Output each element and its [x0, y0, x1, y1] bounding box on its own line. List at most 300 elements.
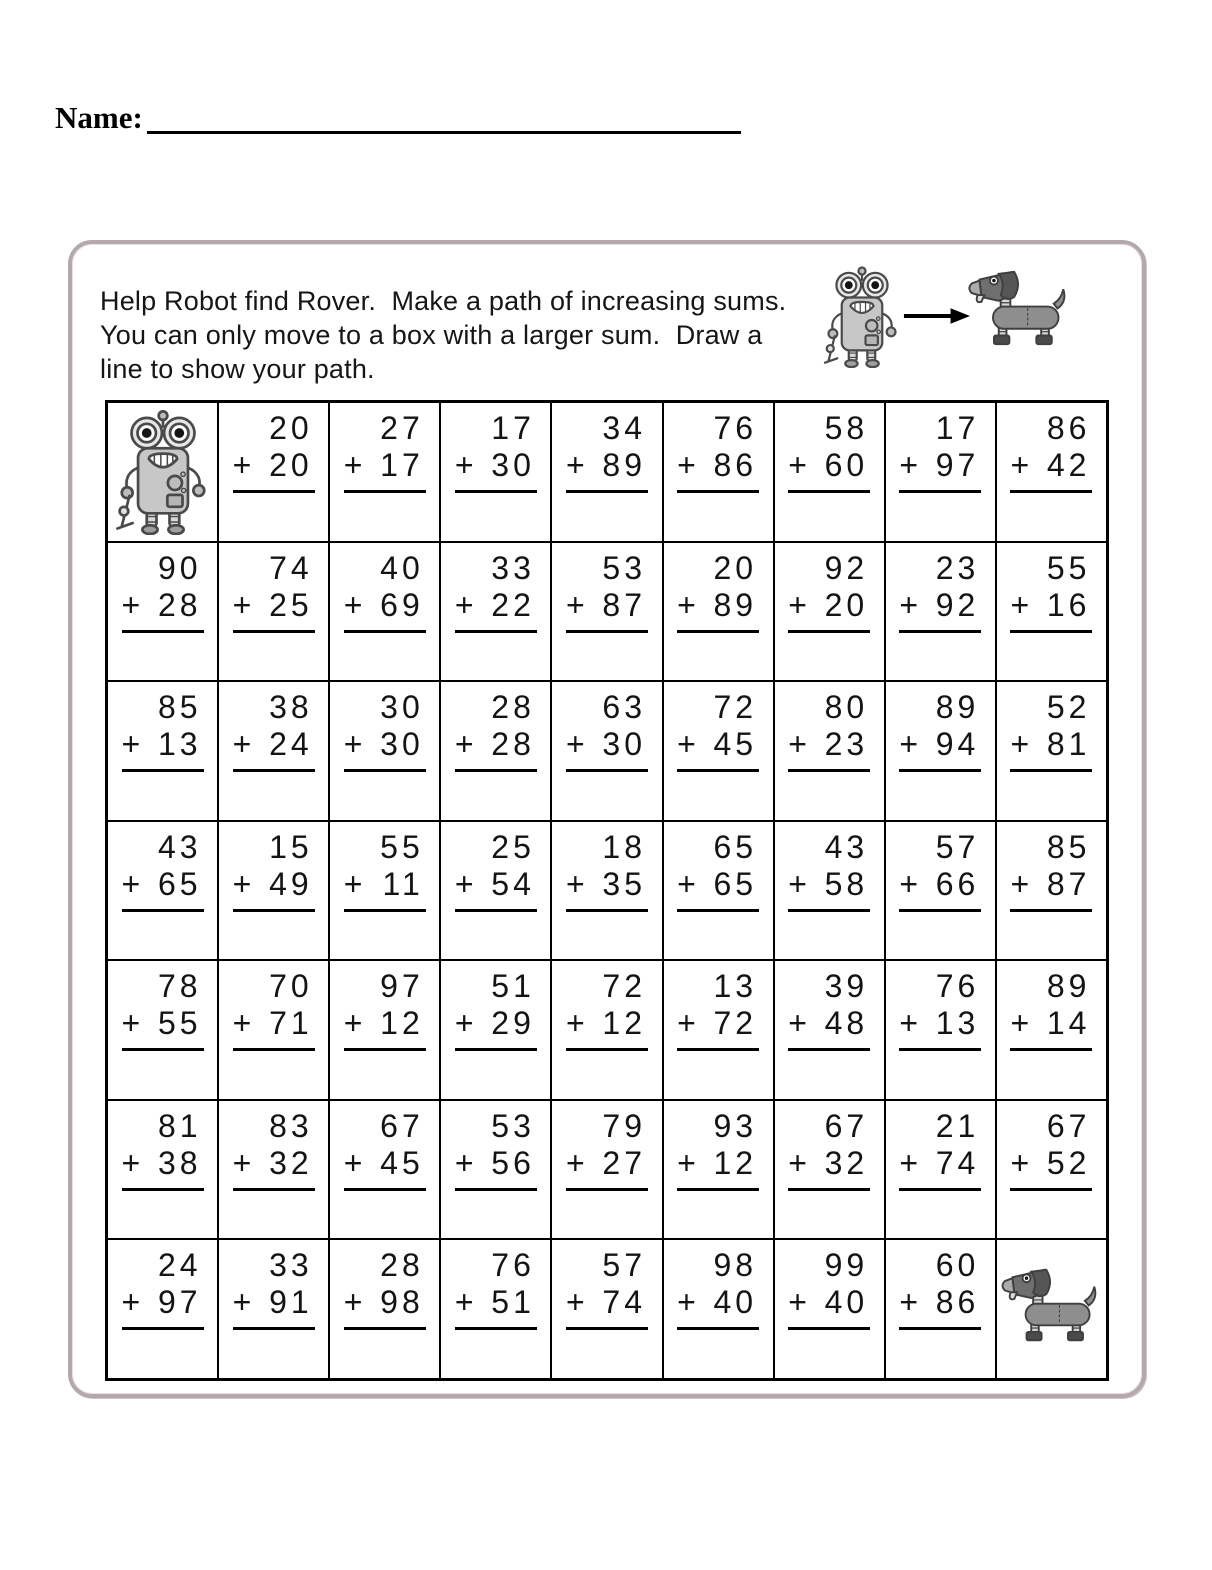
- plus-sign: +: [232, 447, 256, 483]
- addend-bottom: 87: [602, 586, 646, 623]
- addend-top: 81: [157, 1107, 202, 1144]
- addend-bottom: 54: [491, 865, 535, 902]
- grid-cell-r3-c2[interactable]: [218, 681, 329, 821]
- addend-bottom: 29: [491, 1005, 535, 1042]
- grid-cell-r3-c4[interactable]: [440, 681, 551, 821]
- addition-problem: [1010, 550, 1092, 633]
- addend-top: 20: [713, 549, 758, 586]
- addition-bar: [455, 1005, 537, 1051]
- addition-bar: [344, 1145, 426, 1191]
- addend-top: 18: [602, 828, 646, 865]
- plus-sign: +: [232, 1144, 256, 1181]
- addition-problem: [344, 550, 426, 633]
- addition-bar: [233, 447, 315, 493]
- grid-cell-r7-c1[interactable]: [107, 1239, 218, 1379]
- addition-problem: [122, 968, 204, 1051]
- addition-problem: [899, 1247, 981, 1330]
- grid-cell-r2-c5[interactable]: [551, 542, 662, 682]
- plus-sign: +: [454, 447, 478, 483]
- grid-cell-r5-c9[interactable]: [996, 960, 1107, 1100]
- plus-sign: +: [121, 726, 145, 763]
- grid-cell-r6-c4[interactable]: [440, 1100, 551, 1240]
- addend-bottom: 11: [382, 865, 424, 902]
- plus-sign: +: [454, 726, 478, 763]
- plus-sign: +: [121, 586, 145, 623]
- addend-top: 24: [157, 1247, 202, 1284]
- instructions-text: [100, 284, 787, 386]
- grid-cell-r6-c5[interactable]: [551, 1100, 662, 1240]
- addend-top: 67: [824, 1107, 869, 1144]
- addition-problem: [788, 829, 870, 912]
- addition-problem: [899, 689, 981, 772]
- addend-bottom: 12: [380, 1005, 424, 1042]
- addition-bar: [677, 726, 759, 772]
- addend-top: 28: [491, 689, 535, 726]
- addition-bar: [677, 447, 759, 493]
- plus-sign: +: [121, 1144, 145, 1181]
- addend-bottom: 45: [713, 726, 758, 763]
- addend-top: 98: [713, 1247, 758, 1284]
- plus-sign: +: [788, 1005, 811, 1042]
- addend-top: 27: [380, 410, 424, 446]
- addition-bar: [1010, 587, 1092, 633]
- plus-sign: +: [232, 1284, 256, 1321]
- addition-bar: [455, 1284, 537, 1330]
- grid-cell-r7-c5[interactable]: [551, 1239, 662, 1379]
- addition-bar: [788, 1005, 870, 1051]
- grid-cell-r1-c4[interactable]: [440, 402, 551, 542]
- grid-cell-r1-c2[interactable]: [218, 402, 329, 542]
- addition-problem: [344, 829, 426, 912]
- addend-bottom: 48: [824, 1005, 869, 1042]
- addition-problem: [233, 410, 315, 493]
- plus-sign: +: [899, 1005, 922, 1042]
- addition-problem: [677, 689, 759, 772]
- grid-cell-r4-c7[interactable]: [774, 821, 885, 961]
- plus-sign: +: [343, 586, 367, 623]
- addend-bottom: 13: [935, 1005, 980, 1042]
- grid-cell-r1-c9[interactable]: [996, 402, 1107, 542]
- addition-bar: [788, 1145, 870, 1191]
- addend-top: 25: [491, 828, 535, 865]
- plus-sign: +: [1010, 1144, 1034, 1181]
- grid-cell-r1-c8[interactable]: [885, 402, 996, 542]
- addition-bar: [233, 587, 315, 633]
- addend-bottom: 17: [380, 447, 424, 483]
- grid-cell-r2-c3[interactable]: [329, 542, 440, 682]
- addition-bar: [344, 1284, 426, 1330]
- addition-problem: [233, 550, 315, 633]
- addition-problem: [455, 829, 537, 912]
- addition-bar: [344, 866, 426, 912]
- addend-bottom: 40: [713, 1284, 758, 1321]
- rover-goal-icon: [999, 1266, 1103, 1346]
- addition-problem: [233, 689, 315, 772]
- grid-cell-r4-c3[interactable]: [329, 821, 440, 961]
- plus-sign: +: [121, 865, 145, 902]
- addend-bottom: 72: [713, 1005, 758, 1042]
- plus-sign: +: [565, 726, 589, 763]
- plus-sign: +: [454, 1144, 478, 1181]
- addend-top: 52: [1046, 689, 1091, 726]
- plus-sign: +: [1010, 586, 1034, 623]
- addition-problem: [1010, 689, 1092, 772]
- grid-cell-r1-c7[interactable]: [774, 402, 885, 542]
- grid-cell-r1-c1[interactable]: [107, 402, 218, 542]
- addend-bottom: 97: [157, 1284, 202, 1321]
- addition-bar: [566, 866, 648, 912]
- addend-top: 65: [713, 828, 758, 865]
- plus-sign: +: [565, 447, 589, 483]
- plus-sign: +: [1010, 1005, 1034, 1042]
- plus-sign: +: [1010, 865, 1034, 902]
- addition-bar: [1010, 1005, 1092, 1051]
- addend-top: 76: [713, 410, 758, 446]
- addend-top: 33: [491, 549, 535, 586]
- addition-problem: [122, 550, 204, 633]
- grid-cell-r3-c5[interactable]: [551, 681, 662, 821]
- grid-cell-r6-c2[interactable]: [218, 1100, 329, 1240]
- addition-problem: [1010, 410, 1092, 493]
- grid-cell-r3-c3[interactable]: [329, 681, 440, 821]
- addition-problem: [677, 1108, 759, 1191]
- addition-bar: [455, 1145, 537, 1191]
- addition-problem: [566, 829, 648, 912]
- addition-bar: [344, 1005, 426, 1051]
- grid-cell-r2-c4[interactable]: [440, 542, 551, 682]
- addend-top: 13: [713, 968, 758, 1005]
- addend-top: 21: [935, 1107, 980, 1144]
- addition-problem: [566, 1247, 648, 1330]
- addition-problem: [122, 1247, 204, 1330]
- addition-problem: [788, 550, 870, 633]
- addend-bottom: 12: [713, 1144, 758, 1181]
- addend-bottom: 97: [935, 447, 980, 483]
- grid-cell-r6-c6[interactable]: [663, 1100, 774, 1240]
- grid-cell-r7-c9[interactable]: [996, 1239, 1107, 1379]
- grid-cell-r5-c5[interactable]: [551, 960, 662, 1100]
- addend-top: 72: [713, 689, 758, 726]
- addition-bar: [566, 447, 648, 493]
- addition-bar: [899, 447, 981, 493]
- grid-cell-r2-c6[interactable]: [663, 542, 774, 682]
- grid-cell-r6-c3[interactable]: [329, 1100, 440, 1240]
- addend-bottom: 91: [269, 1284, 313, 1321]
- addend-bottom: 30: [380, 726, 424, 763]
- addition-problem: [788, 410, 870, 493]
- name-blank-line[interactable]: [147, 131, 741, 134]
- plus-sign: +: [232, 586, 256, 623]
- addend-bottom: 51: [491, 1284, 535, 1321]
- addend-top: 70: [269, 968, 313, 1005]
- addition-bar: [344, 726, 426, 772]
- grid-cell-r3-c6[interactable]: [663, 681, 774, 821]
- addition-problem: [455, 410, 537, 493]
- grid-cell-r3-c7[interactable]: [774, 681, 885, 821]
- addend-top: 17: [491, 410, 535, 446]
- addition-bar: [677, 1284, 759, 1330]
- grid-cell-r5-c1[interactable]: [107, 960, 218, 1100]
- addition-bar: [566, 726, 648, 772]
- addend-bottom: 52: [1046, 1144, 1091, 1181]
- addend-top: 74: [269, 549, 313, 586]
- addition-bar: [122, 1145, 204, 1191]
- addend-top: 28: [380, 1247, 424, 1284]
- addend-bottom: 27: [602, 1144, 646, 1181]
- addition-bar: [233, 1284, 315, 1330]
- grid-cell-r4-c2[interactable]: [218, 821, 329, 961]
- addition-problem: [566, 410, 648, 493]
- addend-top: 85: [157, 689, 202, 726]
- addend-top: 58: [824, 410, 869, 446]
- addition-problem: [455, 968, 537, 1051]
- addition-bar: [1010, 1145, 1092, 1191]
- addend-top: 34: [602, 410, 646, 446]
- grid-cell-r3-c8[interactable]: [885, 681, 996, 821]
- plus-sign: +: [565, 865, 589, 902]
- plus-sign: +: [565, 1005, 589, 1042]
- addition-problem: [566, 968, 648, 1051]
- grid-cell-r4-c8[interactable]: [885, 821, 996, 961]
- addition-bar: [788, 447, 870, 493]
- grid-cell-r6-c7[interactable]: [774, 1100, 885, 1240]
- addend-bottom: 32: [269, 1144, 313, 1181]
- robot-icon: [822, 264, 902, 368]
- grid-cell-r1-c6[interactable]: [663, 402, 774, 542]
- addition-bar: [122, 587, 204, 633]
- addition-problem: [344, 1108, 426, 1191]
- addend-bottom: 65: [713, 865, 758, 902]
- grid-cell-r2-c1[interactable]: [107, 542, 218, 682]
- addition-bar: [899, 1284, 981, 1330]
- addend-top: 76: [491, 1247, 535, 1284]
- addend-top: 83: [269, 1107, 313, 1144]
- addition-bar: [233, 866, 315, 912]
- addend-bottom: 56: [491, 1144, 535, 1181]
- addend-top: 80: [824, 689, 869, 726]
- grid-cell-r5-c2[interactable]: [218, 960, 329, 1100]
- addend-bottom: 35: [602, 865, 646, 902]
- addend-bottom: 14: [1046, 1005, 1091, 1042]
- addition-problem: [677, 1247, 759, 1330]
- plus-sign: +: [677, 1284, 700, 1321]
- plus-sign: +: [899, 726, 922, 763]
- addition-bar: [677, 866, 759, 912]
- addend-bottom: 25: [269, 586, 313, 623]
- grid-cell-r5-c4[interactable]: [440, 960, 551, 1100]
- addend-top: 78: [157, 968, 202, 1005]
- addend-top: 76: [935, 968, 980, 1005]
- plus-sign: +: [343, 726, 367, 763]
- grid-cell-r2-c2[interactable]: [218, 542, 329, 682]
- plus-sign: +: [677, 1005, 700, 1042]
- grid-cell-r4-c9[interactable]: [996, 821, 1107, 961]
- plus-sign: +: [677, 1144, 700, 1181]
- addend-bottom: 40: [824, 1284, 869, 1321]
- grid-cell-r2-c7[interactable]: [774, 542, 885, 682]
- addend-bottom: 16: [1046, 586, 1091, 623]
- addend-top: 60: [935, 1247, 980, 1284]
- addition-bar: [1010, 726, 1092, 772]
- addition-problem: [566, 689, 648, 772]
- plus-sign: +: [788, 447, 811, 483]
- addition-problem: [788, 689, 870, 772]
- sum-grid: [105, 400, 1109, 1381]
- grid-cell-r4-c6[interactable]: [663, 821, 774, 961]
- instructions-line-2: You can only move to a box with a larger sum. Draw a: [100, 320, 763, 350]
- addition-problem: [233, 968, 315, 1051]
- addend-top: 53: [491, 1107, 535, 1144]
- addition-bar: [677, 1145, 759, 1191]
- addend-bottom: 86: [935, 1284, 980, 1321]
- right-arrow-icon: [902, 308, 970, 324]
- addition-bar: [233, 1145, 315, 1191]
- plus-sign: +: [343, 1144, 367, 1181]
- addend-top: 40: [380, 549, 424, 586]
- rover-dog-icon: [966, 268, 1072, 350]
- plus-sign: +: [899, 1284, 922, 1321]
- addition-problem: [233, 1247, 315, 1330]
- plus-sign: +: [343, 865, 367, 902]
- plus-sign: +: [232, 726, 256, 763]
- grid-cell-r4-c1[interactable]: [107, 821, 218, 961]
- addition-bar: [899, 1005, 981, 1051]
- addend-top: 97: [380, 968, 424, 1005]
- addition-bar: [899, 1145, 981, 1191]
- addition-bar: [455, 726, 537, 772]
- addition-problem: [899, 550, 981, 633]
- addend-top: 38: [269, 689, 313, 726]
- addition-problem: [899, 1108, 981, 1191]
- addend-top: 53: [602, 549, 646, 586]
- addend-bottom: 74: [602, 1284, 646, 1321]
- addend-bottom: 55: [157, 1005, 202, 1042]
- addend-bottom: 30: [491, 447, 535, 483]
- grid-cell-r5-c3[interactable]: [329, 960, 440, 1100]
- addition-bar: [455, 587, 537, 633]
- addend-top: 23: [935, 549, 980, 586]
- addition-problem: [344, 689, 426, 772]
- addition-problem: [677, 410, 759, 493]
- addend-top: 85: [1046, 828, 1091, 865]
- grid-cell-r7-c4[interactable]: [440, 1239, 551, 1379]
- addend-top: 55: [1046, 549, 1091, 586]
- addend-bottom: 28: [491, 726, 535, 763]
- addition-problem: [344, 1247, 426, 1330]
- grid-cell-r7-c8[interactable]: [885, 1239, 996, 1379]
- addend-bottom: 60: [824, 447, 869, 483]
- addition-bar: [122, 1005, 204, 1051]
- addend-bottom: 69: [380, 586, 424, 623]
- grid-cell-r7-c6[interactable]: [663, 1239, 774, 1379]
- grid-cell-r6-c8[interactable]: [885, 1100, 996, 1240]
- addend-bottom: 58: [824, 865, 869, 902]
- plus-sign: +: [788, 726, 811, 763]
- grid-cell-r5-c7[interactable]: [774, 960, 885, 1100]
- grid-cell-r7-c7[interactable]: [774, 1239, 885, 1379]
- grid-cell-r5-c6[interactable]: [663, 960, 774, 1100]
- plus-sign: +: [788, 1144, 811, 1181]
- addend-bottom: 92: [935, 586, 980, 623]
- addition-bar: [233, 726, 315, 772]
- plus-sign: +: [677, 447, 700, 483]
- grid-cell-r2-c8[interactable]: [885, 542, 996, 682]
- grid-cell-r7-c2[interactable]: [218, 1239, 329, 1379]
- addition-problem: [455, 1108, 537, 1191]
- addition-problem: [677, 829, 759, 912]
- addition-bar: [566, 587, 648, 633]
- addition-problem: [788, 1108, 870, 1191]
- plus-sign: +: [121, 1005, 145, 1042]
- plus-sign: +: [677, 726, 700, 763]
- addend-top: 67: [380, 1107, 424, 1144]
- plus-sign: +: [565, 1284, 589, 1321]
- grid-cell-r5-c8[interactable]: [885, 960, 996, 1100]
- addend-bottom: 89: [602, 447, 646, 483]
- grid-cell-r3-c9[interactable]: [996, 681, 1107, 821]
- grid-cell-r4-c5[interactable]: [551, 821, 662, 961]
- addition-bar: [677, 587, 759, 633]
- addition-problem: [899, 829, 981, 912]
- addition-problem: [233, 1108, 315, 1191]
- grid-cell-r6-c9[interactable]: [996, 1100, 1107, 1240]
- plus-sign: +: [1010, 447, 1034, 483]
- grid-cell-r1-c5[interactable]: [551, 402, 662, 542]
- plus-sign: +: [677, 586, 700, 623]
- addition-problem: [455, 550, 537, 633]
- plus-sign: +: [343, 1284, 367, 1321]
- addition-bar: [788, 1284, 870, 1330]
- addend-bottom: 30: [602, 726, 646, 763]
- addend-bottom: 45: [380, 1144, 424, 1181]
- addition-problem: [566, 1108, 648, 1191]
- grid-cell-r7-c3[interactable]: [329, 1239, 440, 1379]
- plus-sign: +: [899, 865, 922, 902]
- addend-top: 63: [602, 689, 646, 726]
- addition-problem: [677, 550, 759, 633]
- grid-cell-r4-c4[interactable]: [440, 821, 551, 961]
- robot-start-icon: [114, 407, 212, 535]
- addend-top: 57: [602, 1247, 646, 1284]
- grid-cell-r3-c1[interactable]: [107, 681, 218, 821]
- plus-sign: +: [454, 865, 478, 902]
- addition-problem: [455, 689, 537, 772]
- addition-bar: [899, 866, 981, 912]
- addend-top: 89: [935, 689, 980, 726]
- addition-bar: [566, 1005, 648, 1051]
- grid-cell-r6-c1[interactable]: [107, 1100, 218, 1240]
- addend-bottom: 12: [602, 1005, 646, 1042]
- addend-bottom: 28: [157, 586, 202, 623]
- grid-cell-r2-c9[interactable]: [996, 542, 1107, 682]
- addend-top: 30: [380, 689, 424, 726]
- addend-top: 39: [824, 968, 869, 1005]
- addition-problem: [344, 410, 426, 493]
- plus-sign: +: [788, 865, 811, 902]
- instructions-line-1: Help Robot find Rover. Make a path of increasing sums.: [100, 286, 787, 316]
- addition-problem: [455, 1247, 537, 1330]
- addition-bar: [122, 866, 204, 912]
- addition-problem: [344, 968, 426, 1051]
- addition-problem: [899, 410, 981, 493]
- plus-sign: +: [565, 1144, 589, 1181]
- addition-bar: [122, 1284, 204, 1330]
- plus-sign: +: [343, 1005, 367, 1042]
- addend-top: 33: [269, 1247, 313, 1284]
- addend-bottom: 94: [935, 726, 980, 763]
- plus-sign: +: [788, 1284, 811, 1321]
- grid-cell-r1-c3[interactable]: [329, 402, 440, 542]
